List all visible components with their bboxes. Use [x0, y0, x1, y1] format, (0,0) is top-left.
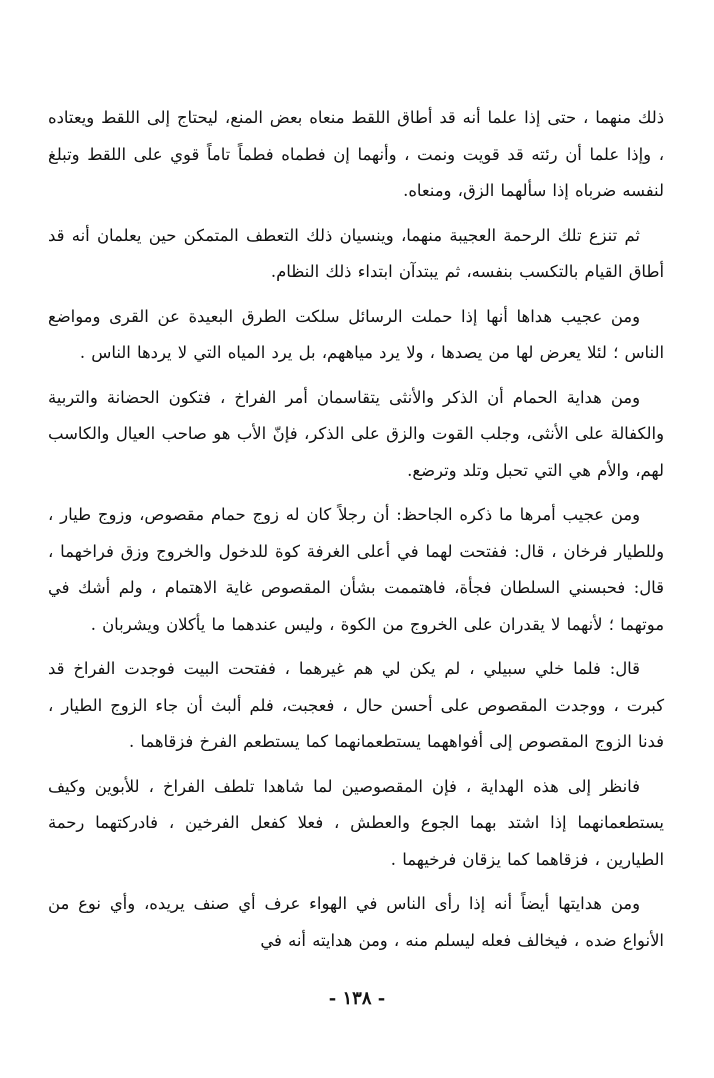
- paragraph-6: قال: فلما خلي سبيلي ، لم يكن لي هم غيرهما ، ففتحت البيت فوجدت الفراخ قد كبرت ، ووجدت المقصوص على أحسن حال ، فعجبت، فلم ألبث أن جاء الزوج الطيار ، فدنا الزوج المقصوص إلى أفواههما يستطعمانهما كما يستطعم الفرخ فزقاهما .: [48, 659, 664, 751]
- page-number: - ١٣٨ -: [328, 988, 386, 1009]
- paragraph-2: ثم تنزع تلك الرحمة العجيبة منهما، وينسيان ذلك التعطف المتمكن حين يعلمان أنه قد أطاق القيام بالتكسب بنفسه، ثم يبتدآن ابتداء ذلك النظام.: [48, 225, 664, 281]
- paragraph-5: ومن عجيب أمرها ما ذكره الجاحظ: أن رجلاً كان له زوج حمام مقصوص، وزوج طيار ، وللطيار فرخان ، قال: ففتحت لهما في أعلى الغرفة كوة للدخول والخروج وزق فراخهما ، قال: فحبسني السلطان فجأة، فاهتممت بشأن المقصوص غاية الاهتمام ، ولم أشك في موتهما ؛ لأنهما لا يقدران على الخروج من الكوة ، وليس عندهما ما يأكلان ويشربان .: [48, 505, 664, 634]
- page-body-text: [48, 100, 664, 967]
- paragraph-7: فانظر إلى هذه الهداية ، فإن المقصوصين لما شاهدا تلطف الفراخ ، للأبوين وكيف يستطعمانهما إذا اشتد بهما الجوع والعطش ، فعلا كفعل الفرخين ، فادركتهما رحمة الطيارين ، فزقاهما كما يزقان فرخيهما .: [48, 776, 664, 869]
- paragraph-4: ومن هداية الحمام أن الذكر والأنثى يتقاسمان أمر الفراخ ، فتكون الحضانة والتربية والكفالة على الأنثى، وجلب القوت والزق على الذكر، فإنّ الأب هو صاحب العيال والكاسب لهم، والأم هي التي تحبل وتلد وترضع.: [48, 387, 664, 480]
- paragraph-1: ذلك منهما ، حتى إذا علما أنه قد أطاق اللقط منعاه بعض المنع، ليحتاج إلى اللقط ويعتاده ، وإذا علما أن رئته قد قويت ونمت ، وأنهما إن فطماه فطماً تاماً قوي على اللقط وتبلغ لنفسه ضرباه إذا سألهما الزق، ومنعاه.: [48, 108, 664, 200]
- paragraph-3: ومن عجيب هداها أنها إذا حملت الرسائل سلكت الطرق البعيدة عن القرى ومواضع الناس ؛ لئلا يعرض لها من يصدها ، ولا يرد مياههم، بل يرد المياه التي لا يردها الناس .: [48, 306, 664, 362]
- paragraph-8: ومن هدايتها أيضاً أنه إذا رأى الناس في الهواء عرف أي صنف يريده، وأي نوع من الأنواع ضده ، فيخالف فعله ليسلم منه ، ومن هدايته أنه في: [48, 894, 664, 950]
